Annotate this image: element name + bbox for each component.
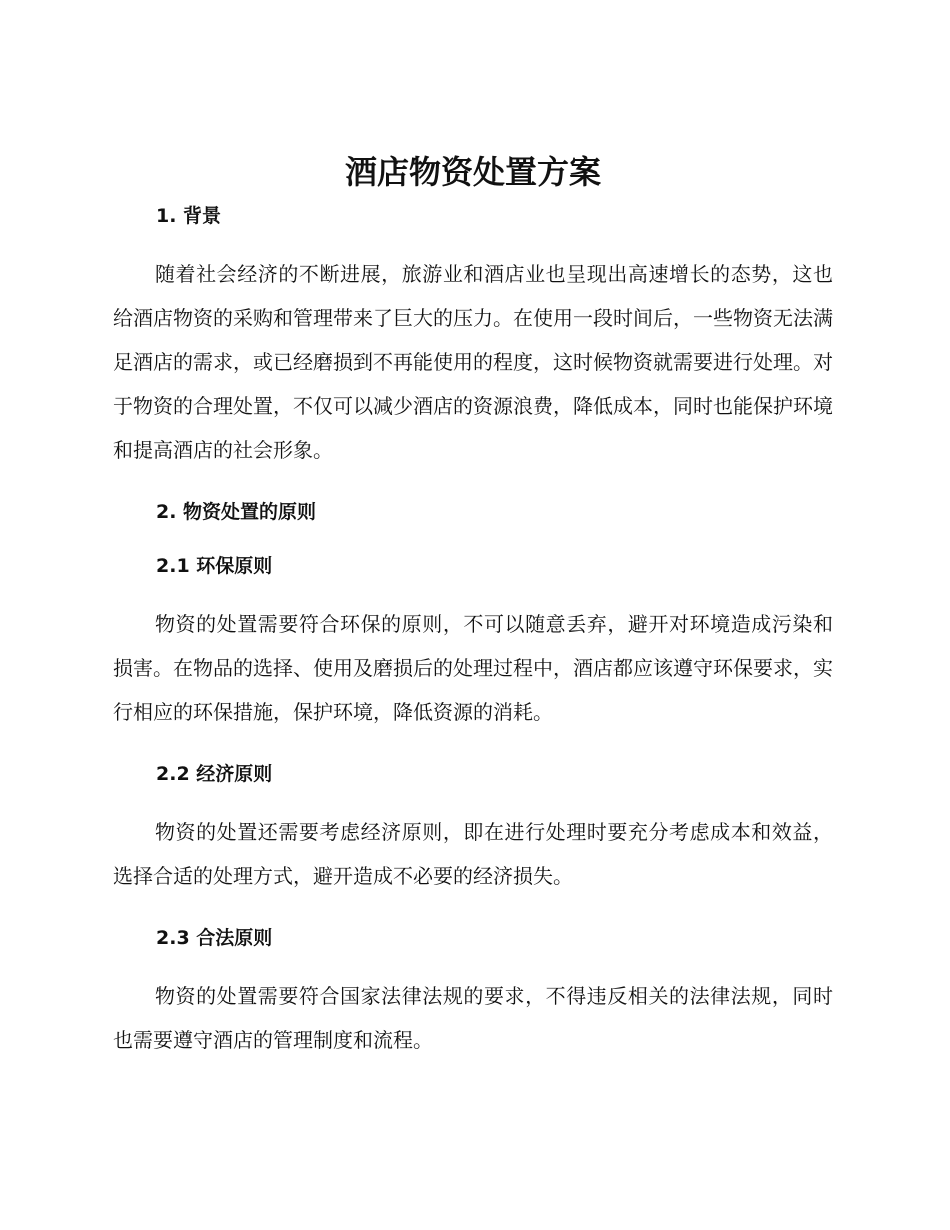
subsection-paragraph-economic: 物资的处置还需要考虑经济原则，即在进行处理时要充分考虑成本和效益，选择合适的处理方式，避开造成不必要的经济损失。 — [113, 820, 833, 888]
subsection-heading-legal: 2.3 合法原则 — [156, 927, 273, 949]
document-title: 酒店物资处置方案 — [344, 153, 601, 191]
section-paragraph-background: 随着社会经济的不断进展，旅游业和酒店业也呈现出高速增长的态势，这也给酒店物资的采购和管理带来了巨大的压力。在使用一段时间后，一些物资无法满足酒店的需求，或已经磨损到不再能使用的程度，这时候物资就需要进行处理。对于物资的合理处置，不仅可以减少酒店的资源浪费，降低成本，同时也能保护环境和提高酒店的社会形象。 — [113, 262, 833, 462]
document-body — [113, 150, 833, 1062]
section-heading-principles: 2. 物资处置的原则 — [156, 501, 317, 523]
subsection-heading-environmental: 2.1 环保原则 — [156, 555, 273, 577]
subsection-paragraph-environmental: 物资的处置需要符合环保的原则，不可以随意丢弃，避开对环境造成污染和损害。在物品的选择、使用及磨损后的处理过程中，酒店都应该遵守环保要求，实行相应的环保措施，保护环境，降低资源的消耗。 — [113, 612, 833, 724]
subsection-paragraph-legal: 物资的处置需要符合国家法律法规的要求，不得违反相关的法律法规，同时也需要遵守酒店的管理制度和流程。 — [113, 984, 833, 1052]
section-heading-background: 1. 背景 — [156, 205, 222, 227]
subsection-heading-economic: 2.2 经济原则 — [156, 763, 273, 785]
